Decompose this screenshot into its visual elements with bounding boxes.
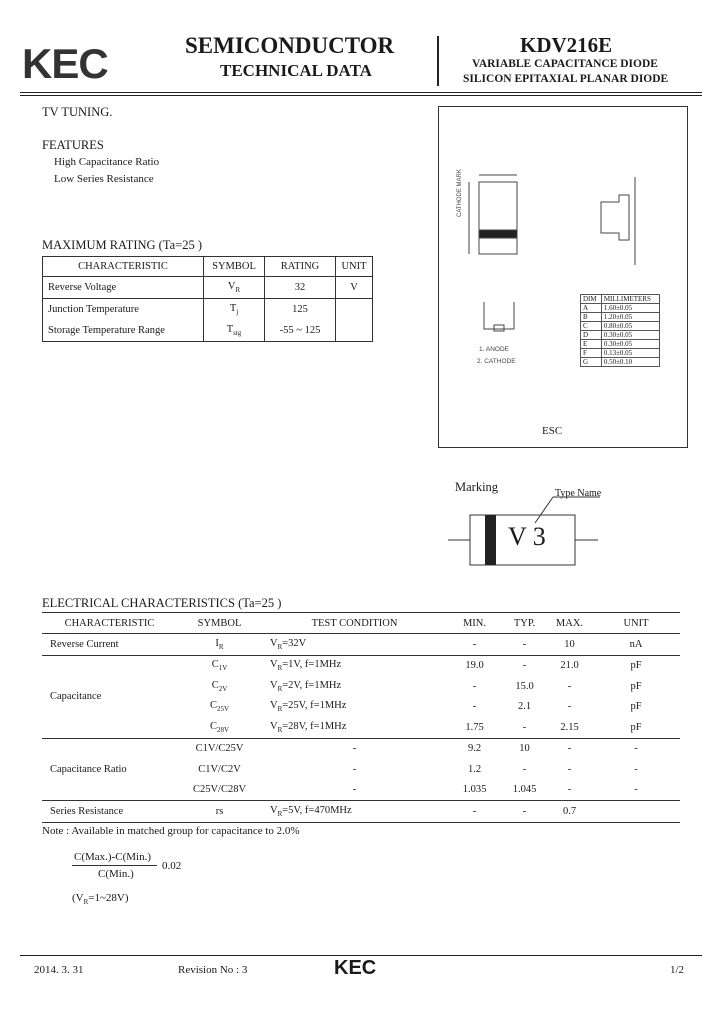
cell-unit: pF bbox=[630, 660, 642, 672]
table-header-row bbox=[581, 295, 660, 304]
cell-max: 0.7 bbox=[547, 801, 592, 823]
cell-max: - bbox=[567, 743, 572, 755]
dimension-table bbox=[580, 294, 660, 367]
col-header: SYMBOL bbox=[177, 613, 262, 634]
cell-max: 2.15 bbox=[547, 717, 592, 738]
table-row bbox=[581, 340, 660, 349]
cell-typ: 2.1 bbox=[517, 701, 532, 713]
cell-condition: $V_R=28V$, f=1MHz bbox=[262, 717, 447, 738]
cell-characteristic: Series Resistance bbox=[42, 801, 177, 823]
col-header: MAX. bbox=[547, 613, 592, 634]
features-heading: FEATURES bbox=[42, 138, 104, 152]
dim-value: 0.13±0.05 bbox=[601, 349, 659, 358]
package-drawing-box bbox=[438, 106, 688, 448]
col-header: RATING bbox=[265, 257, 336, 277]
cell-symbol: $C_{25V}$ bbox=[209, 700, 230, 714]
cell-characteristic: Reverse Current bbox=[42, 634, 177, 656]
cell-typ: 1.045 bbox=[502, 780, 547, 801]
dim-value: 0.30±0.05 bbox=[601, 331, 659, 340]
dim-label: A bbox=[581, 304, 602, 313]
cell-typ: - bbox=[522, 763, 527, 775]
cell-condition: $V_R=2V$, f=1MHz bbox=[270, 679, 342, 693]
cell-condition: $V_R=25V$, f=1MHz bbox=[270, 700, 347, 714]
header-divider bbox=[437, 36, 439, 86]
marking-heading: Marking bbox=[455, 480, 499, 494]
cell-unit: - bbox=[592, 780, 680, 801]
dim-value: 0.50±0.10 bbox=[601, 358, 659, 367]
cell-characteristic: Capacitance bbox=[42, 655, 177, 738]
table-row bbox=[42, 738, 680, 759]
note: Note : Available in matched group for capacitance to 2.0% bbox=[42, 825, 300, 837]
cell-min: 19.0 bbox=[465, 660, 484, 672]
cell-unit: - bbox=[634, 763, 638, 775]
table-row bbox=[581, 349, 660, 358]
cell-max: - bbox=[547, 780, 592, 801]
cell-symbol: C1V/C25V bbox=[195, 743, 244, 755]
cell-condition: - bbox=[262, 780, 447, 801]
cell-unit: pF bbox=[630, 680, 642, 692]
cell-unit bbox=[592, 801, 680, 823]
cell-typ: - bbox=[502, 634, 547, 656]
col-header: SYMBOL bbox=[204, 257, 265, 277]
marking-code: V 3 bbox=[508, 522, 546, 551]
cell-characteristic: Reverse Voltage bbox=[43, 277, 204, 299]
max-rating-table bbox=[42, 256, 373, 342]
dim-label: C bbox=[581, 322, 602, 331]
dim-label: G bbox=[581, 358, 602, 367]
cell-min: 1.035 bbox=[447, 780, 502, 801]
cell-symbol: C25V/C28V bbox=[177, 780, 262, 801]
feature-item: High Capacitance Ratio bbox=[54, 156, 160, 168]
table-header-row bbox=[43, 257, 373, 277]
dim-label: B bbox=[581, 313, 602, 322]
cell-typ: 15.0 bbox=[515, 680, 534, 692]
type-name-callout: Type Name bbox=[555, 488, 602, 499]
formula-denominator: C(Min.) bbox=[98, 868, 134, 880]
package-name: ESC bbox=[542, 425, 563, 437]
cell-typ: - bbox=[522, 660, 527, 672]
cell-symbol: $T_{stg}$ bbox=[204, 320, 265, 342]
col-header: TEST CONDITION bbox=[262, 613, 447, 634]
cell-max: 10 bbox=[547, 634, 592, 656]
table-row bbox=[42, 655, 680, 676]
header-rule-2 bbox=[20, 95, 702, 96]
pin1-label: 1. ANODE bbox=[479, 346, 509, 353]
cell-symbol: $T_j$ bbox=[204, 299, 265, 321]
dim-value: 0.80±0.05 bbox=[601, 322, 659, 331]
cell-min: - bbox=[472, 680, 477, 692]
col-header: MILLIMETERS bbox=[601, 295, 659, 304]
cell-typ: - bbox=[502, 717, 547, 738]
cell-unit: pF bbox=[630, 701, 642, 713]
dim-value: 1.60±0.05 bbox=[601, 304, 659, 313]
cell-characteristic: Capacitance Ratio bbox=[42, 738, 177, 801]
cell-unit: nA bbox=[592, 634, 680, 656]
header-subtitle: TECHNICAL DATA bbox=[220, 61, 372, 80]
header-rule bbox=[20, 92, 702, 93]
cell-min: 1.2 bbox=[467, 763, 482, 775]
footer-rule bbox=[20, 955, 702, 956]
col-header: UNIT bbox=[592, 613, 680, 634]
cell-unit: - bbox=[634, 743, 638, 755]
cell-rating: -55 ~ 125 bbox=[265, 320, 336, 342]
cell-min: - bbox=[472, 701, 477, 713]
cell-max: - bbox=[567, 701, 572, 713]
description-line1: VARIABLE CAPACITANCE DIODE bbox=[472, 58, 658, 70]
col-header: UNIT bbox=[336, 257, 373, 277]
feature-item: Low Series Resistance bbox=[54, 173, 154, 185]
table-row bbox=[42, 801, 680, 823]
cell-min: 9.2 bbox=[467, 743, 482, 755]
footer-date: 2014. 3. 31 bbox=[34, 964, 84, 976]
dim-label: D bbox=[581, 331, 602, 340]
footer-revision: Revision No : 3 bbox=[178, 964, 248, 976]
header-title: SEMICONDUCTOR bbox=[185, 33, 395, 58]
cell-symbol: $C_{2V}$ bbox=[211, 679, 228, 693]
table-row bbox=[43, 320, 373, 342]
cell-max: 21.0 bbox=[560, 660, 579, 672]
electrical-table bbox=[42, 612, 680, 823]
cell-min: 1.75 bbox=[447, 717, 502, 738]
cell-min: - bbox=[447, 801, 502, 823]
table-row bbox=[581, 313, 660, 322]
col-header: MIN. bbox=[447, 613, 502, 634]
cell-symbol: $C_{28V}$ bbox=[177, 717, 262, 738]
cell-condition: - bbox=[352, 743, 357, 755]
cell-symbol: $C_{1V}$ bbox=[211, 659, 228, 673]
cell-characteristic: Storage Temperature Range bbox=[43, 320, 204, 342]
dim-label: F bbox=[581, 349, 602, 358]
max-rating-heading: MAXIMUM RATING (Ta=25 ) bbox=[42, 238, 202, 252]
table-header-row bbox=[42, 613, 680, 634]
cell-condition: $V_R=5V$, f=470MHz bbox=[262, 801, 447, 823]
col-header: DIM bbox=[581, 295, 602, 304]
cell-typ: 10 bbox=[519, 743, 530, 755]
dim-value: 0.30±0.05 bbox=[601, 340, 659, 349]
application: TV TUNING. bbox=[42, 105, 113, 119]
formula-value: 0.02 bbox=[162, 860, 182, 872]
table-row bbox=[42, 634, 680, 656]
cell-condition: - bbox=[352, 763, 357, 775]
dim-value: 1.20±0.05 bbox=[601, 313, 659, 322]
formula-condition: $(V_R=1\sim 28V)$ bbox=[72, 892, 129, 907]
table-row bbox=[581, 331, 660, 340]
cell-symbol: rs bbox=[177, 801, 262, 823]
cathode-mark-label: CATHODE MARK bbox=[457, 169, 463, 217]
footer-logo: KEC bbox=[334, 957, 377, 979]
cell-symbol: C1V/C2V bbox=[198, 763, 241, 775]
col-header: CHARACTERISTIC bbox=[42, 613, 177, 634]
cell-condition: $V_R=32V$ bbox=[262, 634, 447, 656]
part-number: KDV216E bbox=[520, 33, 613, 57]
cell-unit: V bbox=[336, 277, 373, 299]
cell-condition: $V_R=1V$, f=1MHz bbox=[270, 659, 342, 673]
cathode-band bbox=[485, 515, 496, 565]
cell-symbol: $I_R$ bbox=[177, 634, 262, 656]
dim-label: E bbox=[581, 340, 602, 349]
footer-page: 1/2 bbox=[670, 964, 685, 976]
formula-fraction-line bbox=[72, 865, 157, 866]
table-row bbox=[581, 304, 660, 313]
pin2-label: 2. CATHODE bbox=[477, 358, 516, 365]
table-row bbox=[581, 322, 660, 331]
cell-unit bbox=[336, 299, 373, 342]
cell-max: - bbox=[567, 680, 572, 692]
col-header: TYP. bbox=[502, 613, 547, 634]
table-row bbox=[581, 358, 660, 367]
cell-characteristic: Junction Temperature bbox=[43, 299, 204, 321]
cell-symbol: $V_R$ bbox=[204, 277, 265, 299]
cell-max: - bbox=[567, 763, 572, 775]
cell-min: - bbox=[447, 634, 502, 656]
formula-numerator: C(Max.)-C(Min.) bbox=[74, 851, 151, 863]
cell-rating: 125 bbox=[265, 299, 336, 321]
cell-rating: 32 bbox=[265, 277, 336, 299]
table-row bbox=[43, 299, 373, 321]
col-header: CHARACTERISTIC bbox=[43, 257, 204, 277]
cell-unit: pF bbox=[592, 717, 680, 738]
description-line2: SILICON EPITAXIAL PLANAR DIODE bbox=[463, 73, 669, 85]
electrical-heading: ELECTRICAL CHARACTERISTICS (Ta=25 ) bbox=[42, 596, 282, 610]
table-row bbox=[43, 277, 373, 299]
kec-logo: KEC bbox=[22, 40, 108, 87]
cell-typ: - bbox=[502, 801, 547, 823]
